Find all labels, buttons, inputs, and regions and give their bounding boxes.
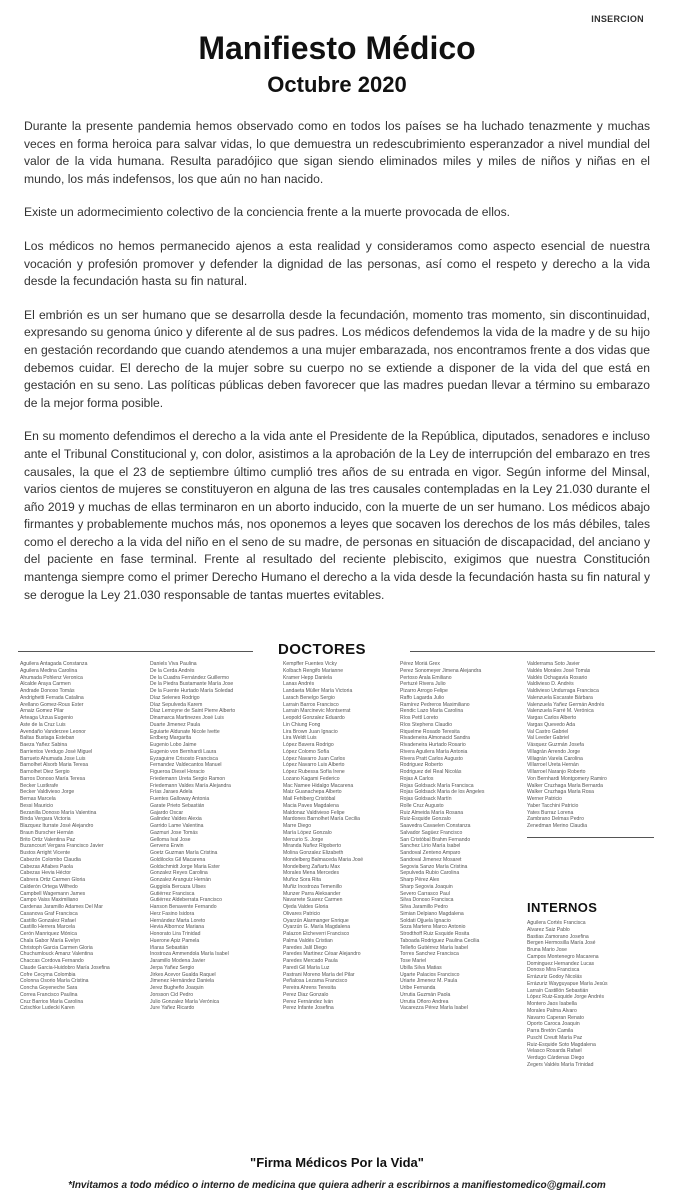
signatory-name: Palma Valdés Cristian <box>283 937 333 944</box>
signatory-name: Fuentes Galloway Antonia <box>150 796 210 802</box>
signatory-name: Navarro Caperan Renato <box>527 1014 584 1021</box>
signatory-name: Telleño Gutiérrez María Isabel <box>400 944 468 951</box>
signatory-name: Jimenez Hernández Daniela <box>150 978 214 985</box>
signatory-name: Cabrera Ortiz Carmen Gloria <box>20 877 86 883</box>
signatory-name: Valenzuela Farré M. Verónica <box>527 708 594 715</box>
signatory-name: Villagrán Varela Carolina <box>527 755 583 762</box>
paragraph: El embrión es un ser humano que se desarrolla desde la fecundación, momento tras momento, sin discontinuidad, expresando su genoma único y diferente al de sus padres. Los médicos defendemos la vida de la madre y de su hijo en gestación recordando que cuando atendemos a una mujer embarazada, nos encontramos frente a dos vidas que debemos cuidar. El derecho de la mujer sobre su cuerpo no se extiende a disponer de la vida del que está en gestación en su seno. Las políticas públicas deben favorecer que las madres puedan llevar a término su embarazo de la mejor forma posible. <box>24 307 650 410</box>
signatory-name: Chala Gabor María Evelyn <box>20 937 81 944</box>
signatory-name: Bessi Mauricio <box>20 802 54 809</box>
signatory-name: Ruiz-Esquide Soto Magdalena <box>527 1041 596 1048</box>
signatory-name: Lira Weldt Luis <box>283 735 317 742</box>
signatory-name: Blazquez Iturrate José Alejandro <box>20 823 94 829</box>
signatory-name: Ríos Stephens Claudio <box>400 721 453 728</box>
signatory-name: Mondelberg Zañartu Max <box>283 863 340 870</box>
signatory-name: Riquelme Rosado Teresita <box>400 728 460 735</box>
signatory-name: Larach Benelgo Sergio <box>283 694 335 701</box>
signatory-name: Villagrán Arrendo Jorge <box>527 748 581 755</box>
signatory-name: Rivera Pratt Carlos Augusto <box>400 755 463 762</box>
signatory-name: Claude Garcia-Huidobro María Josefina <box>20 964 110 971</box>
signatory-name: Valdivieso Undurraga Francisca <box>527 688 599 694</box>
signatory-name: Val Leeder Gabriel <box>527 735 570 742</box>
signatory-name: Eugenio Lobo Jaime <box>150 742 197 748</box>
signatory-name: Gajardo Oscar <box>150 809 184 816</box>
signatory-name: Rojas Goldsack Maria de los Angeles <box>400 789 485 796</box>
signatory-name: Cabezón Colombo Claudia <box>20 856 81 863</box>
signatory-name: Soldati Ojjuela Ignacio <box>400 917 451 924</box>
signatory-name: Munzer Parra Aleksander <box>283 890 341 897</box>
signatory-name: Goldschmidt Jorge Maria Ester <box>150 863 220 870</box>
signatory-name: Ugarte Palacios Francisco <box>400 971 460 978</box>
signatory-name: Sharp Segovia Joaquin <box>400 883 453 890</box>
signatory-name: Paredes Jalil Diego <box>283 944 327 951</box>
signatory-name: Von Bernhardi Montgomery Ramiro <box>527 775 607 782</box>
signatory-name: Friedemann Valdes María Alejandra <box>150 782 231 789</box>
signatory-name: Gazmuri Jose Tomás <box>150 829 198 836</box>
signatory-name: Ruiz Almeida María Rosana <box>400 809 464 816</box>
signatory-name: Arnaiz Gomez Pilar <box>20 708 64 715</box>
signatory-name: Soza Martens Marco Antonio <box>400 924 466 931</box>
paragraph: Existe un adormecimiento colectivo de la conciencia frente a la muerte provocada de ellos. <box>24 205 511 220</box>
signatory-name: Sandoval Jimenez Mosaret <box>400 856 462 863</box>
signatory-name: Erdberg Margarita <box>150 735 192 742</box>
signature-column <box>527 661 662 830</box>
signatory-name: Valdivieso D. Andrés <box>527 681 574 688</box>
signatory-name: Aguilera Antagada Constanza <box>20 661 88 667</box>
signatory-name: Jonsson Cid Pedro <box>150 991 194 998</box>
signatory-name: Colonna Osorio María Cristina <box>20 978 89 985</box>
signatory-name: Aste de la Cruz Luis <box>20 721 66 728</box>
signatory-name: Eyzaguirre Crisosto Francisca <box>150 755 218 762</box>
signatory-name: Torres Sanchez Francisca <box>400 951 459 958</box>
signatory-name: Fernandez Valdecantos Manuel <box>150 762 222 769</box>
signatory-name: Strodthoff Ruiz Esquide Rosita <box>400 931 470 937</box>
signatory-name: Oporto Caroca Joaquin <box>527 1021 580 1028</box>
signatory-name: Hevia Albornoz Mariana <box>150 924 205 931</box>
signatory-name: Aguilera Cortés Francisca <box>527 920 586 926</box>
signatory-name: Puschl Creutt María Paz <box>527 1034 583 1041</box>
signatory-name: Becker Lustkrafe <box>20 782 59 789</box>
signatory-name: Donoso Mira Francisca <box>527 967 580 974</box>
signatory-name: Duarte Jimenez Paula <box>150 721 201 728</box>
signatory-name: Jure Yañez Ricardo <box>150 1005 195 1012</box>
signatory-name: Pertoso Arala Emiliano <box>400 674 452 681</box>
signatory-name: Errázuriz Wayguyapue María Jesús <box>527 980 608 987</box>
signatory-name: Cabezas Añabes Paola <box>20 863 73 870</box>
signatory-name: Valenzuela Yañez Germán Andrés <box>527 701 605 708</box>
signatory-name: Castillo Herrera Marcela <box>20 924 75 931</box>
signatory-name: Palazon Etcheverri Francisco <box>283 931 350 937</box>
signatory-name: Gonzalez Reyes Carolina <box>150 870 208 877</box>
signatory-name: Cardenas Jaramillo Adames Del Mar <box>20 904 103 910</box>
signatory-name: Pérez Moriá Grex <box>400 661 440 667</box>
signatory-name: López Bavera Rodrigo <box>283 742 334 748</box>
signatory-name: Urrutia Guzmán Paola <box>400 991 451 998</box>
signatory-name: Perez Infante Josefina <box>283 1005 334 1012</box>
signatory-name: Rojas Goldsack María Francisca <box>400 782 474 789</box>
signatory-name: Braun Burscher Hernán <box>20 829 74 836</box>
signatory-name: Bruna Mario Jose <box>527 947 567 953</box>
signatory-name: Andrighetti Ferrada Catalina <box>20 694 84 701</box>
signatory-name: Alcalde Araya Carmen <box>20 681 71 688</box>
signatory-name: Eugenio von Bernhardi Laura <box>150 748 217 755</box>
signatory-name: María López Gonzalo <box>283 829 332 836</box>
signatory-name: Valderrama Soto Javier <box>527 661 580 667</box>
signatory-name: Oyarzún G. María Magdalena <box>283 924 351 931</box>
signatory-name: Jerez Bugheño Joaquin <box>150 985 204 991</box>
signatory-name: Zenedman Merino Claudia <box>527 823 588 829</box>
signatory-name: Rivadeneira Almonacid Sandra <box>400 735 470 742</box>
signatory-name: Parra Bretón Camila <box>527 1028 574 1034</box>
manifesto-body <box>24 118 650 620</box>
signatory-name: Larrain Marcinevic Montserrat <box>283 708 351 715</box>
signatory-name: Rodriguez del Real Nicolás <box>400 769 462 775</box>
signatory-name: Jirkes Acevor Gualda Raquel <box>150 971 216 978</box>
signatory-name: Perez Diaz Gonzalo <box>283 991 329 998</box>
signatory-name: Cerón Manriquez Mónica <box>20 931 77 937</box>
signatory-name: Eguiarte Aldunate Nicole Ivette <box>150 728 220 735</box>
signatory-name: Werner Patricio <box>527 796 563 802</box>
signatory-name: Pereira Ahrens Teresita <box>283 985 336 991</box>
signatory-name: Huerone Apiz Pamela <box>150 937 200 944</box>
signatory-name: Saavedra Cavaelen Constanza <box>400 823 471 829</box>
signatory-name: Sanchez Lirio María Isabel <box>400 843 461 850</box>
signatory-name: Christoph Garcia Carmen Gloria <box>20 944 93 951</box>
signatory-name: Campos Montenegro Macarena <box>527 953 599 960</box>
signatory-name: Urrutia Oñoro Andrea <box>400 998 449 1005</box>
signatory-name: Tose Mariel <box>400 958 427 964</box>
signatory-name: Val Castro Gabriel <box>527 728 569 735</box>
signatory-name: Inostroza Ammendola María Isabel <box>150 951 229 958</box>
divider <box>18 651 253 652</box>
signatory-name: Barrueto Ahumada Jose Luis <box>20 755 86 762</box>
signatory-name: Díaz Selenes Rodrigo <box>150 694 200 701</box>
signatory-name: Barnolhet Alsorb Maria Teresa <box>20 762 89 769</box>
signatory-name: Macia Paves Magdalena <box>283 802 339 809</box>
signatory-name: Landaeta Müller María Victoria <box>283 688 353 694</box>
signatory-name: Julio Gonzalez María Verónica <box>150 998 220 1005</box>
signatory-name: Mail Fehlberg Cristóbal <box>283 796 336 802</box>
signatory-name: Díaz Lemoyne de Saint Pierre Alberto <box>150 708 236 715</box>
signatory-name: Bezanilla Donoso María Valentina <box>20 809 97 816</box>
signatory-name: Iñaras Sebastián <box>150 944 189 951</box>
signatory-name: Valdés Morales José Tomás <box>527 667 591 674</box>
signatory-name: Mardones Barnolhet María Cecilia <box>283 816 361 823</box>
signatory-name: Sepulveda Rubio Carolina <box>400 870 460 877</box>
signatory-name: Bernas Marcela <box>20 796 56 802</box>
signatory-name: Valenzuela Escarate Bárbara <box>527 694 593 701</box>
signatory-name: Yates Burraz Lorena <box>527 809 574 816</box>
signatory-name: Mondelberg Balmaceda Maria José <box>283 856 364 863</box>
signatory-name: Hanson Benavente Fernando <box>150 904 217 910</box>
signatory-name: Kempffer Fuentes Vicky <box>283 661 337 667</box>
signatory-name: López Colomo Sofía <box>283 748 330 755</box>
signatory-name: Ojeda Valdes Gloria <box>283 904 329 910</box>
signatory-name: Segovia Sanzo María Cristina <box>400 863 468 870</box>
signatory-name: Díaz Sepulveda Karem <box>150 701 203 708</box>
signatory-name: Morales Palma Álvaro <box>527 1007 577 1014</box>
signatory-name: Oyarzún Alarmanger Enrique <box>283 917 349 924</box>
paragraph: Durante la presente pandemia hemos observado como en todos los países se ha luchado tenazmente y muchas veces en forma heroica para salvar vidas, lo que demuestra un redescubrimiento esperanzador a nivel mundial del valor de la vida humana. Resulta paradójico que sigan siendo eliminados miles y miles de niños y niñas en el mundo, los más indefensos, los que aún no han nacido. <box>24 119 650 186</box>
signatory-name: Becker Valdivieso Jorge <box>20 789 75 796</box>
footer-note: *Invitamos a todo médico o interno de medicina que quiera adherir a escribirnos a manifiestomedico@gmail.com <box>68 1180 606 1191</box>
signatory-name: Barnolhet Diez Sergio <box>20 769 70 775</box>
signatory-name: Vargas Carlos Alberto <box>527 715 577 721</box>
signatory-name: Zambrano Delmas Pedro <box>527 816 584 823</box>
signatory-name: Rivera Aguilera María Antonia <box>400 748 468 755</box>
signatory-name: Zegers Valdés María Trinidad <box>527 1061 594 1068</box>
signatory-name: Larrain Barros Francisco <box>283 701 339 708</box>
signatory-name: Gelloma Ival Jose <box>150 836 191 843</box>
signatory-name: Herz Fasino Isidora <box>150 910 195 917</box>
signatory-name: Friedemann Ureta Sergio Ramon <box>150 775 226 782</box>
signatory-name: Ubilla Silva Matias <box>400 964 442 971</box>
signatory-name: Lira Brown Juan Ignacio <box>283 728 338 735</box>
signatory-name: Rivadeneira Hurtado Rosario <box>400 742 466 748</box>
signatory-name: Raffo Lagarda Julio <box>400 694 445 701</box>
signatory-name: Arellano Gomez-Rous Ester <box>20 701 84 708</box>
signatory-name: Gonzalez Aranguiz Hernán <box>150 877 211 883</box>
signatory-name: Lozano Kagami Federico <box>283 775 340 782</box>
signatory-name: Frías Jaraes Adela <box>150 789 193 796</box>
signatory-name: Molina Gonzalez Elizabeth <box>283 850 344 856</box>
signatory-name: Kramer Hepp Daniela <box>283 674 332 681</box>
signatory-name: Kolbach Rengifo Marianne <box>283 667 344 674</box>
signatory-name: Walker Cruzhaga María Rosa <box>527 789 594 796</box>
signatory-name: Cruz Barrios María Carolina <box>20 998 84 1005</box>
signature-column <box>400 661 535 1012</box>
signatory-name: Salvador Sagüez Francisco <box>400 829 463 836</box>
signatory-name: Ramírez Pedreros Maximiliano <box>400 701 470 708</box>
signatory-name: Dominguez Hernandez Lucas <box>527 960 595 967</box>
signatory-name: Mercurio S. Jorge <box>283 836 324 843</box>
signatory-name: Muñoz Sora Rita <box>283 877 321 883</box>
signatory-name: San Cristóbal Brahm Fernando <box>400 836 471 843</box>
signatory-name: Sharp Pérez Alex <box>400 877 440 883</box>
signatory-name: Errázuriz Godoy Nicolás <box>527 974 582 980</box>
signatory-name: Andrade Donoso Tomás <box>20 688 75 694</box>
signatory-name: Barrientos Verdugo José Miguel <box>20 748 93 755</box>
signatory-name: Walker Cruzhaga María Bernarda <box>527 782 603 789</box>
signatory-name: Galindez Valdes Alexia <box>150 816 202 823</box>
signatory-name: Cofre Cecyma Colombia <box>20 971 76 978</box>
signatory-name: Olivares Patricio <box>283 910 321 917</box>
signature-column <box>527 920 662 1069</box>
signatory-name: Campbell Wagemann James <box>20 890 86 897</box>
signatory-name: Taboada Rodriguez Paulina Cecilia <box>400 937 480 944</box>
signatory-name: Rendic Lazo María Carolina <box>400 708 464 715</box>
signatory-name: Silva Jaramillo Pedro <box>400 904 448 910</box>
signatory-name: Barros Donoso María Teresa <box>20 775 86 782</box>
signatory-name: Velasco Rosarda Rafael <box>527 1048 582 1055</box>
signatory-name: Daniels Viva Paulina <box>150 661 197 667</box>
signatory-name: Pizarro Arrogo Felipe <box>400 688 448 694</box>
doctors-heading: DOCTORES <box>278 641 366 658</box>
signatory-name: Morales Mena Mercedes <box>283 870 340 877</box>
signatory-name: Castillo Gonzalez Rafael <box>20 917 76 924</box>
signatory-name: Uriarte Jimenez M. Paula <box>400 978 458 985</box>
signatory-name: Rojas Goldsack Martín <box>400 796 452 802</box>
page-date: Octubre 2020 <box>267 72 407 97</box>
signatory-name: Brito Ortiz Valentina Paz <box>20 836 76 843</box>
signatory-name: Valdés Ochagavía Rosario <box>527 674 588 681</box>
signatory-name: Cabezas Hevia Héctor <box>20 870 71 877</box>
signatory-name: Guggiola Bercaza Ulises <box>150 883 206 890</box>
signatory-name: Lanas Andrés <box>283 681 315 688</box>
divider <box>410 651 655 652</box>
signatory-name: Larraín Castillón Sebastián <box>527 987 589 994</box>
signatory-name: Ahumada Pohlenz Veronica <box>20 674 83 681</box>
signatory-name: López Navarro Luis Alberto <box>283 762 345 769</box>
signatory-name: López Navarro Juan Carlos <box>283 755 346 762</box>
signatory-name: Aguilera Medina Carolina <box>20 667 78 674</box>
signatory-name: De la Cuadra Fernández Guillermo <box>150 674 229 681</box>
signatory-name: Gutiérrez Francisca <box>150 890 195 897</box>
signatory-name: Garrido Lame Valentina <box>150 823 204 829</box>
signatory-name: Silva Donoso Francisca <box>400 897 454 904</box>
signatory-name: Vargas Quevedo Ada <box>527 721 576 728</box>
footer-title: "Firma Médicos Por la Vida" <box>250 1155 424 1170</box>
signatory-name: Honorato Lira Trinidad <box>150 931 201 937</box>
signatory-name: Czischke Ludecki Karen <box>20 1005 75 1012</box>
signatory-name: Muñiz Inostroza Temenillo <box>283 883 342 890</box>
signatory-name: Goetz Guzman María Cristina <box>150 850 218 856</box>
signatory-name: Vásquez Guzmán Josefa <box>527 742 584 748</box>
signatory-name: Goldilocks Gil Macarena <box>150 856 206 863</box>
insertion-label: INSERCION <box>591 14 644 24</box>
signatory-name: De la Cerda Andrés <box>150 667 195 674</box>
signatory-name: Garate Prieto Sebastián <box>150 802 205 809</box>
signatory-name: Maiz Guanachepa Alberto <box>283 789 342 796</box>
signatory-name: Villarroel Naranjo Roberto <box>527 769 586 775</box>
signatory-name: Rodriguez Roberto <box>400 762 443 769</box>
signatory-name: Ruiz-Esquide Gonzalo <box>400 816 451 823</box>
signatory-name: Villarroel Ureta Hernán <box>527 762 579 769</box>
signatory-name: Correa Francisco Paulina <box>20 991 78 998</box>
signatory-name: Gervens Erwin <box>150 843 184 850</box>
signatory-name: Marre Diego <box>283 823 312 829</box>
signature-column <box>283 661 418 1012</box>
interns-heading: INTERNOS <box>527 900 598 915</box>
signatory-name: Hernández Marta Loreto <box>150 917 206 924</box>
divider <box>527 837 654 838</box>
signatory-name: Yaber Tacchini Patricio <box>527 802 579 809</box>
signatory-name: Paredi Gil María Luz <box>283 964 330 971</box>
signatory-name: Leopold Gonzalez Eduardo <box>283 715 345 721</box>
signatory-name: Dinamarca Martinezes José Luis <box>150 715 224 721</box>
paragraph: Los médicos no hemos permanecido ajenos a esta realidad y consideramos como aspecto esencial de nuestra vocación y profesión promover y defender la dignidad de las personas, así como el respeto y derecho a la vida desde la fecundación hasta su fin natural. <box>24 238 650 289</box>
signatory-name: De la Piedra Bustamante María Jose <box>150 681 234 688</box>
signature-column <box>150 661 285 1012</box>
signatory-name: Baeza Yañez Sabina <box>20 742 68 748</box>
signatory-name: Mac Namee Hidalgo Macarena <box>283 782 354 789</box>
signatory-name: Montero Jaos Isabella <box>527 1001 577 1007</box>
signatory-name: Rojas A Carlos <box>400 775 434 782</box>
page-title: Manifiesto Médico <box>198 30 476 66</box>
signatory-name: De la Fuente Hurtado María Soledad <box>150 688 234 694</box>
signatory-name: Navarrete Suarez Carmen <box>283 897 343 904</box>
signatory-name: Baltas Bustaga Esteban <box>20 735 75 742</box>
signatory-name: López Ruiz-Esquide Jorge Andrés <box>527 994 605 1001</box>
signatory-name: Bustos Arright Vicente <box>20 850 71 856</box>
signatory-name: Bergen Hermosilla María José <box>527 940 596 947</box>
signatory-name: Uribe Fernanda <box>400 985 436 991</box>
signatory-name: Simian Delpiano Magdalena <box>400 910 464 917</box>
signatory-name: Verdugo Cárdenas Diego <box>527 1055 585 1061</box>
signatory-name: Arteaga Urzua Eugenio <box>20 715 73 721</box>
signatory-name: Casanova Graf Francisca <box>20 910 78 917</box>
signatory-name: Peñalosa Lezama Francisco <box>283 978 348 985</box>
signatory-name: Figueroa Diesel Horacio <box>150 769 205 775</box>
signatory-name: Concha Goyeneche Sara <box>20 985 78 991</box>
signatory-name: Binda Vergara Victoria <box>20 816 71 823</box>
signatory-name: Gutiérrez Aldeberrata Francisco <box>150 897 222 904</box>
signatory-name: Ríos Pettl Loreto <box>400 715 438 721</box>
signatory-name: Chaccas Cordova Fernando <box>20 958 84 964</box>
signatory-name: Perez Sonomeyer Jimena Alejandra <box>400 667 482 674</box>
signatory-name: Perez Fernández Iván <box>283 998 334 1005</box>
signatory-name: Bastias Zamorano Josefina <box>527 933 589 940</box>
signatory-name: Sandoval Zenteno Amparo <box>400 850 461 856</box>
signatory-name: López Rubessa Sofía Irene <box>283 769 345 775</box>
paragraph: En su momento defendimos el derecho a la vida ante el Presidente de la República, diputados, senadores e incluso ante el Tribunal Constitucional y, con dolor, asistimos a la aprobación de la Ley de interrupción del embarazo en tres causales, la que el 23 de septiembre último cumplió tres años de su entrada en vigor. Según informe del Minsal, varios cientos de mujeres se constituyeron en alguna de las tres causales contempladas en la Ley 21.030 durante el año 2019 y muchas de ellas terminaron en un aborto inducido, con la muerte de un ser humano. Los médicos abajo firmantes y probablemente muchos más, nos oponemos a leyes que socaven los derechos de los más débiles, tales como el derecho a la vida del niño en el seno de su madre, de personas en situación de discapacidad, del anciano y del paciente en fase terminal. Frente al resultado del reciente plebiscito, exigimos que nuestra Constitución mantenga siempre como el primer Derecho Humano el derecho a la vida desde la fecundación hasta su fin natural y se derogue la Ley 21.030 responsable de tantas muertes evitables. <box>24 429 650 602</box>
signatory-name: Pastrani Moreno María del Pilar <box>283 971 355 978</box>
signatory-name: Jerpa Yañez Sergio <box>150 964 195 971</box>
signature-column <box>20 661 155 1012</box>
signatory-name: Rolle Cruz Augusto <box>400 802 444 809</box>
signatory-name: Paredes Martinez César Alejandro <box>283 951 361 958</box>
signatory-name: Lin Chiung Fong <box>283 721 321 728</box>
signatory-name: Severo Carrasco Paul <box>400 890 450 897</box>
signatory-name: Maldonaz Valdivieso Felipe <box>283 809 345 816</box>
signatory-name: Paredes Mercado Paula <box>283 958 338 964</box>
signatory-name: Avendaño Vanderzee Leonor <box>20 728 86 735</box>
signatory-name: Campo Vaiss Maximiliano <box>20 897 79 904</box>
signatory-name: Vacarezza Pérez María Isabel <box>400 1005 468 1012</box>
signatory-name: Calderón Ortega Wilfredo <box>20 883 78 890</box>
signatory-name: Pertuzé Rivera Julio <box>400 681 446 688</box>
signatory-name: Alvarez Saiz Pablo <box>527 926 570 933</box>
signatory-name: Buzancourt Vergara Francisco Javier <box>20 843 104 850</box>
signatory-name: Miranda Nuñez Rigoberto <box>283 843 342 850</box>
signatory-name: Jaramillo Modena Javier <box>150 958 206 964</box>
signatory-name: Chuchumlouck Amanz Valentina <box>20 951 93 958</box>
